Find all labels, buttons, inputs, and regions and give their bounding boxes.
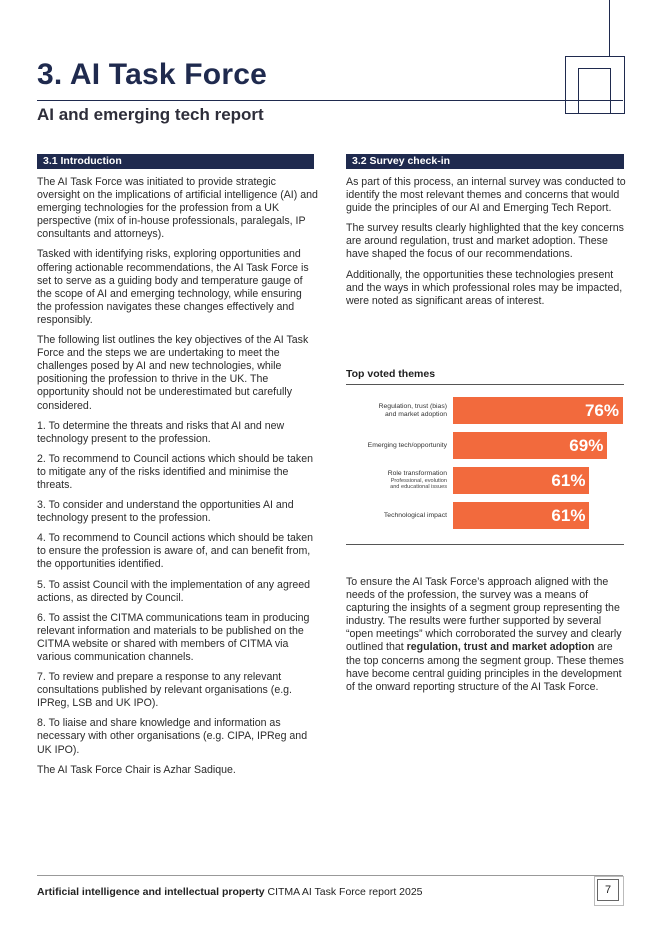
intro-paragraph: 2. To recommend to Council actions which should be taken to mitigate any of the risks identified and minimise the threats. — [37, 452, 313, 491]
category-sub-label: Professional, evolution and educational issues — [390, 477, 447, 490]
intro-paragraph: 6. To assist the CITMA communications team in producing relevant information and materials to be published on the CITMA website or shared with members of CITMA via various communication channels. — [37, 611, 310, 663]
category-line: Regulation, trust (bias) — [378, 402, 447, 410]
closing-text-bold: regulation, trust and market adoption — [406, 641, 595, 654]
survey-closing — [346, 576, 627, 701]
survey-paragraph: The survey results clearly highlighted that the key concerns are around regulation, trust and market adoption. These have shaped the focus of our recommendations. — [346, 222, 624, 261]
category-line: Technological impact — [383, 511, 447, 519]
footer-text — [37, 886, 423, 898]
intro-paragraph: 4. To recommend to Council actions which should be taken to ensure the profession is aware of, and can benefit from, the opportunities identified. — [37, 532, 313, 571]
category-line: and market adoption — [385, 410, 447, 418]
page-number: 7 — [597, 879, 619, 901]
footer-rest: CITMA AI Task Force report 2025 — [264, 886, 423, 898]
intro-paragraph: 7. To review and prepare a response to any relevant consultations published by relevant organisations (e.g. IPReg, LSB and UK IPO). — [37, 671, 292, 710]
intro-paragraph: 3. To consider and understand the opportunities AI and technology present to the profession. — [37, 499, 294, 525]
survey-body — [346, 176, 627, 315]
footer-divider — [37, 875, 623, 876]
chart-category-label — [347, 512, 447, 520]
footer-bold: Artificial intelligence and intellectual property — [37, 886, 265, 898]
survey-paragraph: Additionally, the opportunities these technologies present and the ways in which professional roles may be impacted, were noted as significant areas of interest. — [346, 268, 623, 307]
intro-paragraph: 1. To determine the threats and risks that AI and new technology present to the profession. — [37, 419, 285, 445]
category-line: Emerging tech/opportunity — [367, 441, 447, 449]
chart-title: Top voted themes — [346, 368, 436, 380]
intro-paragraph: The AI Task Force was initiated to provide strategic oversight on the implications of artificial intelligence (AI) and emerging technologies for the profession from a UK perspective (mix of in-house professionals, paralegals, IP consultants and attorneys). — [37, 176, 318, 241]
chart-category-label — [347, 442, 447, 450]
intro-body — [37, 176, 319, 784]
page-subtitle: AI and emerging tech report — [37, 105, 264, 124]
decor-square-inner — [578, 68, 611, 114]
chart-value-label: 69% — [569, 436, 604, 455]
intro-paragraph: The following list outlines the key objectives of the AI Task Force and the steps we are undertaking to meet the challenges posed by AI and new technologies, while positioning the profession to thrive in the UK. The opportunity should not be underestimated but carefully considered. — [37, 334, 309, 412]
intro-paragraph: 5. To assist Council with the implementation of any agreed actions, as directed by Council. — [37, 578, 311, 604]
chart-bottom-rule — [346, 544, 624, 545]
chart-category-label — [347, 470, 447, 491]
chart-top-rule — [346, 384, 624, 385]
intro-paragraph: The AI Task Force Chair is Azhar Sadique. — [37, 763, 236, 776]
closing-text-start: To ensure the AI Task Force’s approach aligned with the needs of the profession, the survey was a means of capturing the insights of a segment group representing the industry. The results were further supported by several “open meetings” which corroborated the survey and clearly outlined that — [346, 576, 622, 654]
survey-heading: 3.2 Survey check-in — [346, 154, 624, 169]
chart-value-label: 76% — [584, 401, 619, 420]
chart-category-label — [347, 403, 447, 419]
chart-value-label: 61% — [551, 471, 586, 490]
title-divider — [37, 100, 623, 101]
chart-value-label: 61% — [551, 506, 586, 525]
survey-paragraph: As part of this process, an internal survey was conducted to identify the most relevant themes and concerns that would guide the principles of our AI and Emerging Tech Report. — [346, 176, 626, 215]
category-line: Role transformation — [387, 469, 447, 477]
closing-text-end: are the top concerns among the segment group. These themes have become central guiding principles in the development of the onward reporting structure of the AI Task Force. — [346, 641, 624, 693]
intro-heading: 3.1 Introduction — [37, 154, 314, 169]
decor-vertical-line — [609, 0, 610, 56]
intro-paragraph: 8. To liaise and share knowledge and information as necessary with other organisations (e.g. CIPA, IPReg and UK IPO). — [37, 717, 308, 756]
page-title: 3. AI Task Force — [37, 58, 267, 91]
intro-paragraph: Tasked with identifying risks, exploring opportunities and offering actionable recommendations, the AI Task Force is set to serve as a guiding body and temperature gauge of the scope of AI and emerging technology, while ensuring the profession navigates these changes effectively and responsibly. — [37, 248, 309, 326]
